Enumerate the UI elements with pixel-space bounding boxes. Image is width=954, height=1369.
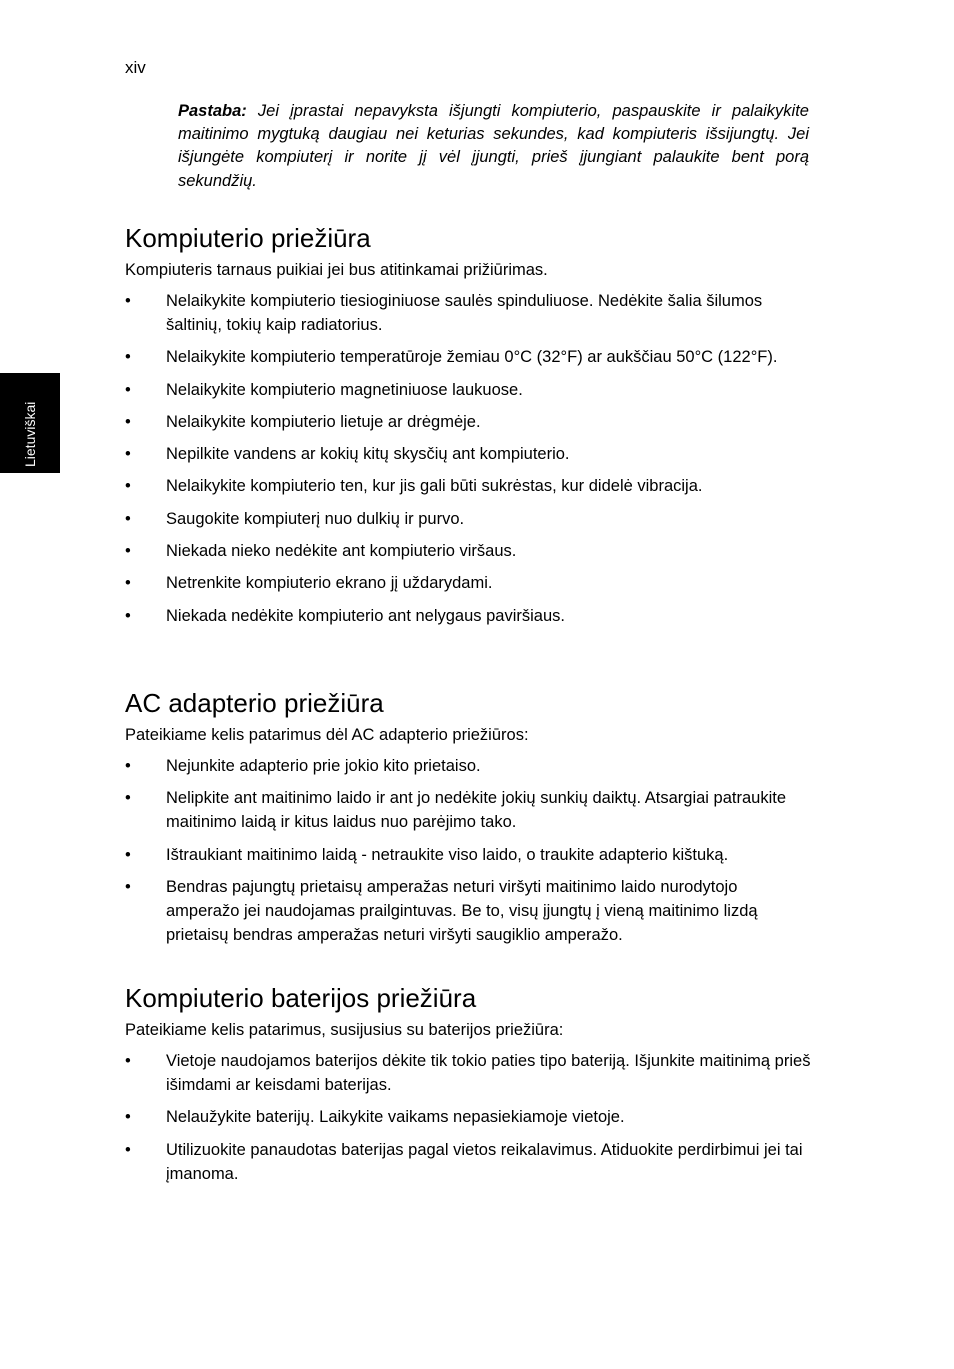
bullet: • [125, 606, 131, 625]
bullet: • [125, 845, 131, 864]
list-item: • Nelaikykite kompiuterio lietuje ar drėgmėje. [125, 410, 815, 434]
section-intro: Kompiuteris tarnaus puikiai jei bus atitinkamai prižiūrimas. [125, 261, 548, 279]
bullet: • [125, 789, 131, 808]
bullet: • [125, 1052, 131, 1070]
list-item: • Ištraukiant maitinimo laidą - netraukite viso laido, o traukite adapterio kištuką. [125, 843, 815, 867]
list-item: • Nelaikykite kompiuterio tiesioginiuose saulės spinduliuose. Nedėkite šalia šilumos šaltinių, tokių kaip radiatorius. [125, 289, 815, 337]
bullet: • [125, 877, 131, 896]
section-ac-adapter-care [125, 687, 815, 955]
note-text: Jei įprastai nepavyksta išjungti kompiuterio, paspauskite ir palaikykite maitinimo mygtuką daugiau nei keturias sekundes, kad kompiuteris išsijungtų. Jei išjungėte kompiuterį ir norite jį vėl įjungti, prieš įjungiant palaukite bent porą sekundžių. [178, 102, 809, 190]
list-item: • Nelaikykite kompiuterio magnetiniuose laukuose. [125, 378, 815, 402]
bullet: • [125, 477, 131, 496]
list-item: • Niekada nedėkite kompiuterio ant nelygaus paviršiaus. [125, 604, 815, 628]
bullet: • [125, 292, 131, 310]
list-item: • Nelaikykite kompiuterio temperatūroje žemiau 0°C (32°F) ar aukščiau 50°C (122°F). [125, 345, 815, 369]
section-heading: Kompiuterio baterijos priežiūra [125, 983, 477, 1013]
section-battery-care [125, 982, 815, 1194]
list-item: • Vietoje naudojamos baterijos dėkite tik tokio paties tipo bateriją. Išjunkite maitinimą prieš išimdami ar keisdami baterijas. [125, 1049, 815, 1097]
list-item: • Niekada nieko nedėkite ant kompiuterio viršaus. [125, 539, 815, 563]
section-computer-care [125, 222, 815, 636]
section-intro: Pateikiame kelis patarimus, susijusius su baterijos priežiūra: [125, 1021, 564, 1039]
list-item: • Nelaikykite kompiuterio ten, kur jis gali būti sukrėstas, kur didelė vibracija. [125, 474, 815, 498]
list-item: • Nepilkite vandens ar kokių kitų skysčių ant kompiuterio. [125, 442, 815, 466]
page-number: xiv [125, 58, 146, 77]
bullet: • [125, 348, 131, 367]
bullet: • [125, 574, 131, 593]
bullet-list [125, 1049, 815, 1186]
bullet: • [125, 1140, 131, 1159]
list-item: • Bendras pajungtų prietaisų amperažas neturi viršyti maitinimo laido nurodytojo amperažo jei naudojamas prailgintuvas. Be to, visų įjungtų į vieną maitinimo lizdą prietaisų bendras amperažas neturi viršyti saugiklio amperažo. [125, 875, 815, 947]
list-item: • Nelaužykite baterijų. Laikykite vaikams nepasiekiamoje vietoje. [125, 1105, 815, 1129]
language-tab-label: Lietuviškai [22, 401, 38, 467]
note-label: Pastaba: [178, 102, 247, 120]
list-item: • Saugokite kompiuterį nuo dulkių ir purvo. [125, 507, 815, 531]
bullet: • [125, 380, 131, 399]
bullet: • [125, 1108, 131, 1127]
list-item: • Utilizuokite panaudotas baterijas pagal vietos reikalavimus. Atiduokite perdirbimui jei tai įmanoma. [125, 1138, 815, 1186]
note-paragraph [178, 100, 809, 193]
bullet: • [125, 542, 131, 561]
list-item: • Nejunkite adapterio prie jokio kito prietaiso. [125, 754, 815, 778]
language-side-tab [0, 373, 60, 473]
bullet: • [125, 445, 131, 464]
bullet: • [125, 509, 131, 528]
list-item: • Netrenkite kompiuterio ekrano jį uždarydami. [125, 571, 815, 595]
bullet-list [125, 754, 815, 947]
bullet: • [125, 412, 131, 431]
section-heading: AC adapterio priežiūra [125, 688, 384, 718]
section-heading: Kompiuterio priežiūra [125, 223, 371, 253]
bullet: • [125, 757, 131, 775]
list-item: • Nelipkite ant maitinimo laido ir ant jo nedėkite jokių sunkių daiktų. Atsargiai patraukite maitinimo laidą ir kitus laidus nuo parėjimo tako. [125, 786, 815, 834]
section-intro: Pateikiame kelis patarimus dėl AC adapterio priežiūros: [125, 726, 529, 744]
bullet-list [125, 289, 815, 628]
